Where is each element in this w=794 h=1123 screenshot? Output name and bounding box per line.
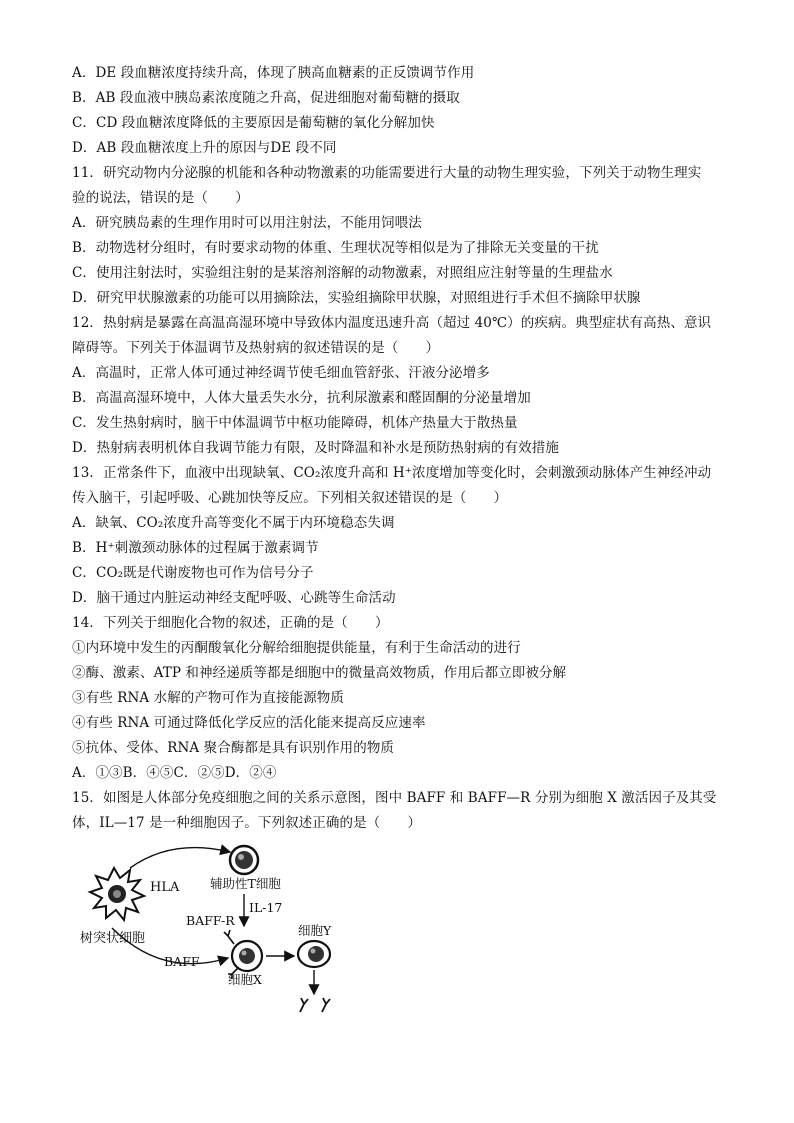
baff-label: BAFF	[164, 954, 200, 969]
option-c: C．使用注射法时，实验组注射的是某溶剂溶解的动物激素，对照组应注射等量的生理盐水	[72, 265, 613, 281]
statement-2: ②酶、激素、ATP 和神经递质等都是细胞中的微量高效物质，作用后都立即被分解	[72, 665, 567, 681]
option-b: B．动物选材分组时，有时要求动物的体重、生理状况等相似是为了排除无关变量的干扰	[72, 240, 599, 256]
helper-t-cell	[230, 846, 258, 874]
cell-y	[298, 941, 330, 967]
question-14-stem: 14．下列关于细胞化合物的叙述，正确的是（ ）	[72, 615, 389, 631]
question-11-stem: 验的说法，错误的是（ ）	[72, 190, 249, 206]
option-b: B．H⁺刺激颈动脉体的过程属于激素调节	[72, 540, 319, 556]
text-line: A．DE 段血糖浓度持续升高，体现了胰高血糖素的正反馈调节作用	[72, 65, 475, 81]
question-15-stem: 15．如图是人体部分免疫细胞之间的关系示意图，图中 BAFF 和 BAFF—R 分别为细胞 X 激活因子及其受	[72, 790, 717, 806]
option-a: A．缺氧、CO₂浓度升高等变化不属于内环境稳态失调	[72, 515, 395, 531]
question-11-stem: 11．研究动物内分泌腺的机能和各种动物激素的功能需要进行大量的动物生理实验，下列关于动物生理实	[72, 165, 702, 181]
question-15-stem: 体，IL—17 是一种细胞因子。下列叙述正确的是（ ）	[72, 815, 422, 831]
statement-3: ③有些 RNA 水解的产物可作为直接能源物质	[72, 690, 345, 706]
hla-label: HLA	[150, 880, 180, 895]
option-d: D．研究甲状腺激素的功能可以用摘除法，实验组摘除甲状腺，对照组进行手术但不摘除甲状腺	[72, 290, 641, 306]
option-b: B．高温高湿环境中，人体大量丢失水分，抗利尿激素和醛固酮的分泌量增加	[72, 390, 531, 406]
helper-t-label: 辅助性T细胞	[210, 876, 281, 891]
cell-y-label: 细胞Y	[298, 923, 332, 938]
option-d: D．脑干通过内脏运动神经支配呼吸、心跳等生命活动	[72, 590, 396, 606]
arrow	[130, 848, 230, 868]
immune-cell-diagram	[72, 838, 372, 1023]
question-13-stem: 传入脑干，引起呼吸、心跳加快等反应。下列相关叙述错误的是（ ）	[72, 490, 508, 506]
dendritic-cell-label: 树突状细胞	[80, 931, 146, 946]
il17-label: IL-17	[249, 900, 283, 915]
text-line: D．AB 段血糖浓度上升的原因与DE 段不同	[72, 140, 337, 156]
cell-x-label: 细胞X	[228, 972, 262, 987]
statement-5: ⑤抗体、受体、RNA 聚合酶都是具有识别作用的物质	[72, 740, 395, 756]
answer-options: A．①③B．④⑤C．②⑤D．②④	[72, 765, 277, 781]
option-a: A．研究胰岛素的生理作用时可以用注射法，不能用饲喂法	[72, 215, 422, 231]
option-c: C．发生热射病时，脑干中体温调节中枢功能障碍，机体产热量大于散热量	[72, 415, 518, 431]
question-12-stem: 12．热射病是暴露在高温高湿环境中导致体内温度迅速升高（超过 40℃）的疾病。典型症状有高热、意识	[72, 315, 712, 331]
text-line: C．CD 段血糖浓度降低的主要原因是葡萄糖的氧化分解加快	[72, 115, 435, 131]
statement-1: ①内环境中发生的丙酮酸氧化分解给细胞提供能量，有利于生命活动的进行	[72, 640, 521, 656]
antibody-icon	[300, 998, 330, 1012]
dendritic-cell	[90, 868, 144, 920]
question-13-stem: 13．正常条件下，血液中出现缺氧、CO₂浓度升高和 H⁺浓度增加等变化时，会刺激颈动脉体产生神经冲动	[72, 465, 712, 481]
baff-r-label: BAFF-R	[186, 913, 235, 928]
option-c: C．CO₂既是代谢废物也可作为信号分子	[72, 565, 314, 581]
option-a: A．高温时，正常人体可通过神经调节使毛细血管舒张、汗液分泌增多	[72, 365, 490, 381]
text-line: B．AB 段血液中胰岛素浓度随之升高，促进细胞对葡萄糖的摄取	[72, 90, 460, 106]
question-12-stem: 障碍等。下列关于体温调节及热射病的叙述错误的是（ ）	[72, 340, 440, 356]
statement-4: ④有些 RNA 可通过降低化学反应的活化能来提高反应速率	[72, 715, 426, 731]
option-d: D．热射病表明机体自我调节能力有限，及时降温和补水是预防热射病的有效措施	[72, 440, 559, 456]
